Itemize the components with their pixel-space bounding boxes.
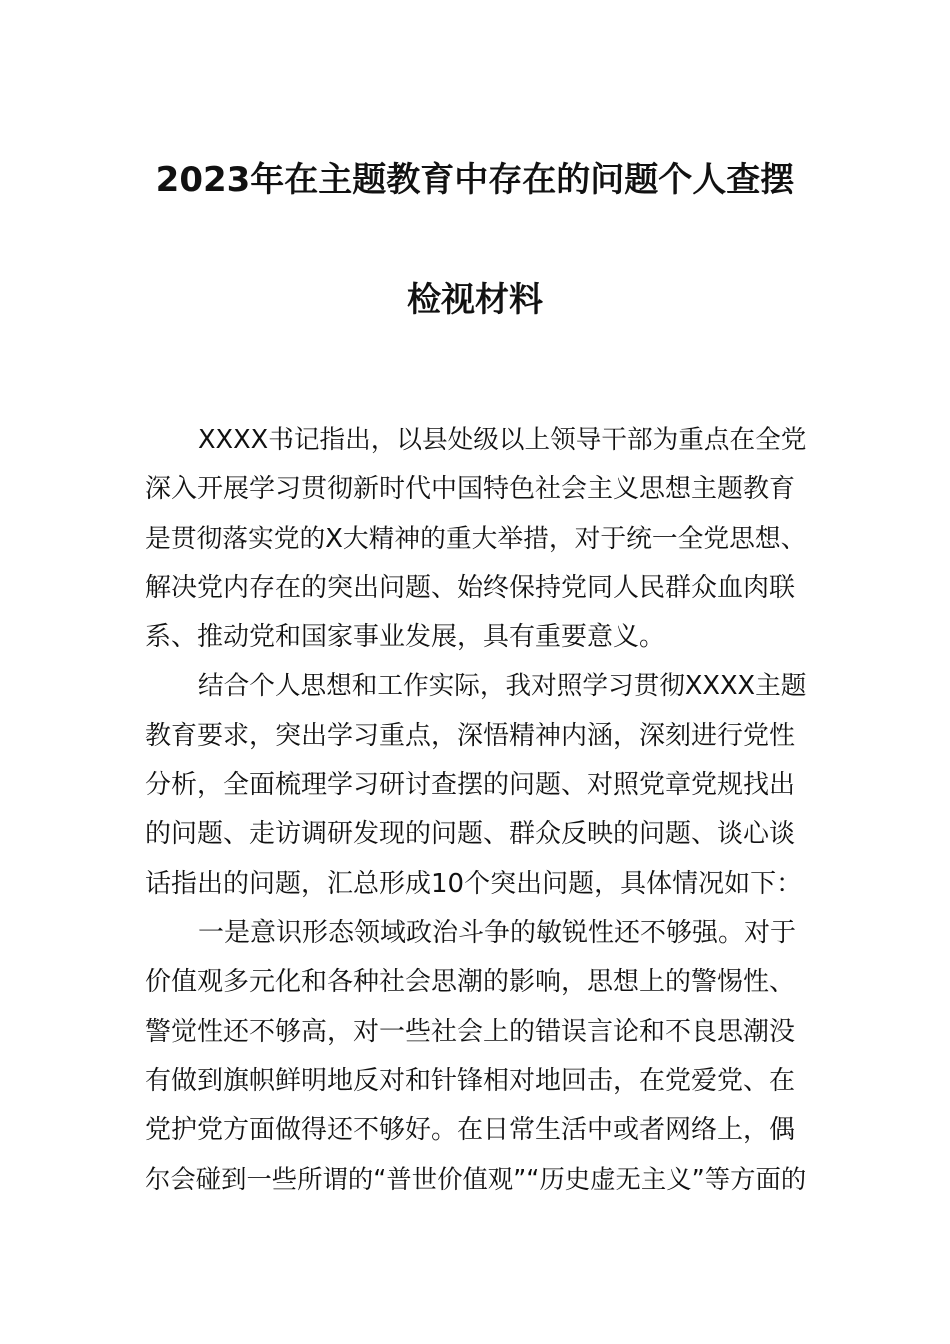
document-title-line-1: 2023年在主题教育中存在的问题个人查摆	[155, 160, 795, 200]
text-line: 有做到旗帜鲜明地反对和针锋相对地回击，在党爱党、在	[145, 1065, 796, 1096]
text-line: 解决党内存在的突出问题、始终保持党同人民群众血肉联	[145, 572, 796, 603]
text-line: 一是意识形态领域政治斗争的敏锐性还不够强。对于	[198, 917, 797, 948]
text-line: 分析，全面梳理学习研讨查摆的问题、对照党章党规找出	[145, 770, 796, 801]
text-line: 价值观多元化和各种社会思潮的影响，思想上的警惕性、	[145, 967, 796, 998]
paragraph-problem-one	[145, 913, 810, 1209]
paragraph-overview	[145, 666, 810, 912]
text-line: 话指出的问题，汇总形成10个突出问题，具体情况如下：	[145, 868, 803, 899]
text-line: 结合个人思想和工作实际，我对照学习贯彻XXXX主题	[198, 671, 807, 702]
paragraph-intro	[145, 420, 810, 666]
text-line: 的问题、走访调研发现的问题、群众反映的问题、谈心谈	[145, 819, 796, 850]
text-line: 教育要求，突出学习重点，深悟精神内涵，深刻进行党性	[145, 720, 796, 751]
document-title-line-2: 检视材料	[407, 280, 543, 320]
text-line: 尔会碰到一些所谓的“普世价值观”“历史虚无主义”等方面的	[145, 1164, 807, 1195]
document-body	[145, 420, 810, 1209]
text-line: 警觉性还不够高，对一些社会上的错误言论和不良思潮没	[145, 1016, 796, 1047]
text-line: 是贯彻落实党的X大精神的重大举措，对于统一全党思想、	[145, 523, 807, 554]
text-line: XXXX书记指出，以县处级以上领导干部为重点在全党	[198, 425, 807, 455]
text-line: 系、推动党和国家事业发展，具有重要意义。	[145, 622, 666, 653]
text-line: 深入开展学习贯彻新时代中国特色社会主义思想主题教育	[145, 474, 796, 505]
text-line: 党护党方面做得还不够好。在日常生活中或者网络上，偶	[145, 1115, 796, 1146]
